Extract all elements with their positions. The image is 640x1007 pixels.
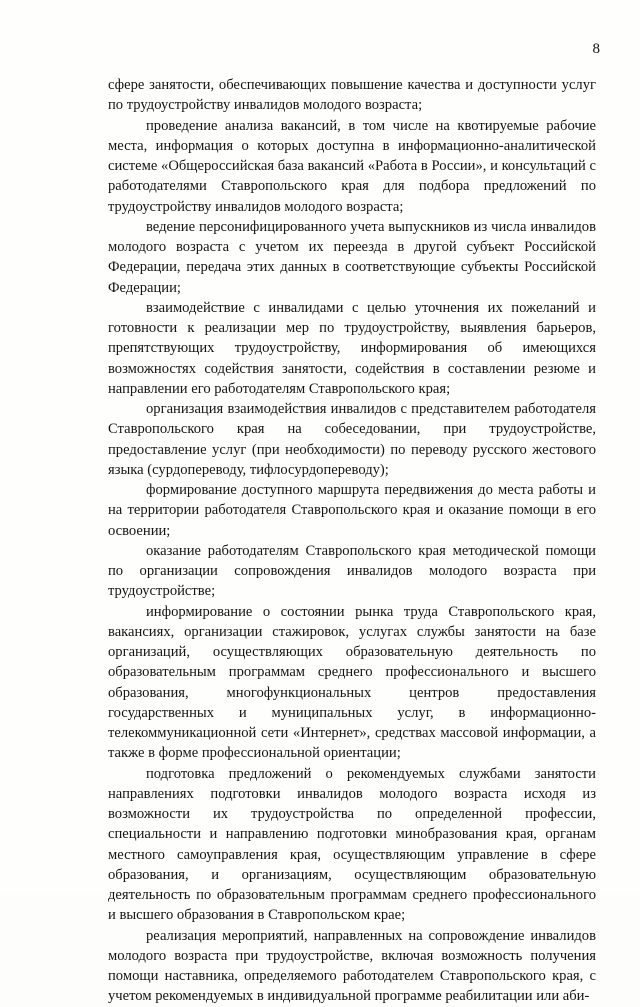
paragraph: оказание работодателям Ставропольского края методической помощи по организации сопровождения инвалидов молодого возраста при трудоустройстве; [108, 542, 596, 600]
paragraph: реализация мероприятий, направленных на сопровождение инвалидов молодого возраста при трудоустройстве, включая возможность получения помощи наставника, определяемого работодателем Ставропольского края, с учетом рекомендуемых в индивидуальной программе реабилитации или аби- [108, 927, 596, 1005]
body-text [108, 75, 596, 1007]
paragraph: ведение персонифицированного учета выпускников из числа инвалидов молодого возраста с учетом их переезда в другой субъект Российской Федерации, передача этих данных в соответствующие субъекты Российской Федерации; [108, 218, 596, 296]
page-number: 8 [592, 41, 600, 57]
paragraph: формирование доступного маршрута передвижения до места работы и на территории работодателя Ставропольского края и оказание помощи в его освоении; [108, 482, 596, 539]
paragraph: информирование о состоянии рынка труда Ставропольского края, вакансиях, организации стажировок, услугах службы занятости на базе организаций, осуществляющих образовательную деятельность по образовательным программам среднего профессионального и высшего образования, многофункциональных центров предоставления государственных и муниципальных услуг, в информационно-телекоммуникационной сети «Интернет», средствах массовой информации, а также в форме профессиональной ориентации; [108, 603, 596, 762]
paragraph: взаимодействие с инвалидами с целью уточнения их пожеланий и готовности к реализации мер по трудоустройству, выявления барьеров, препятствующих трудоустройству, информирования об имеющихся возможностях содействия занятости, содействия в составлении резюме и направлении его работодателям Ставропольского края; [108, 299, 596, 397]
paragraph: сфере занятости, обеспечивающих повышение качества и доступности услуг по трудоустройству инвалидов молодого возраста; [108, 77, 596, 114]
paragraph: организация взаимодействия инвалидов с представителем работодателя Ставропольского края на собеседовании, при трудоустройстве, предоставление услуг (при необходимости) по переводу русского жестового языка (сурдопереводу, тифлосурдопереводу); [108, 401, 596, 478]
paragraph: подготовка предложений о рекомендуемых службами занятости направлениях подготовки инвалидов молодого возраста исходя из возможности их трудоустройства по определенной профессии, специальности и направлению подготовки минобразования края, органам местного самоуправления края, осуществляющим управление в сфере образования, и организациям, осуществляющим образовательную деятельность по образовательным программам среднего профессионального и высшего образования в Ставропольском крае; [108, 765, 596, 924]
paragraph: проведение анализа вакансий, в том числе на квотируемые рабочие места, информация о которых доступна в информационно-аналитической системе «Общероссийская база вакансий «Работа в России», и консультаций с работодателями Ставропольского края для подбора предложений по трудоустройству инвалидов молодого возраста; [108, 117, 596, 215]
